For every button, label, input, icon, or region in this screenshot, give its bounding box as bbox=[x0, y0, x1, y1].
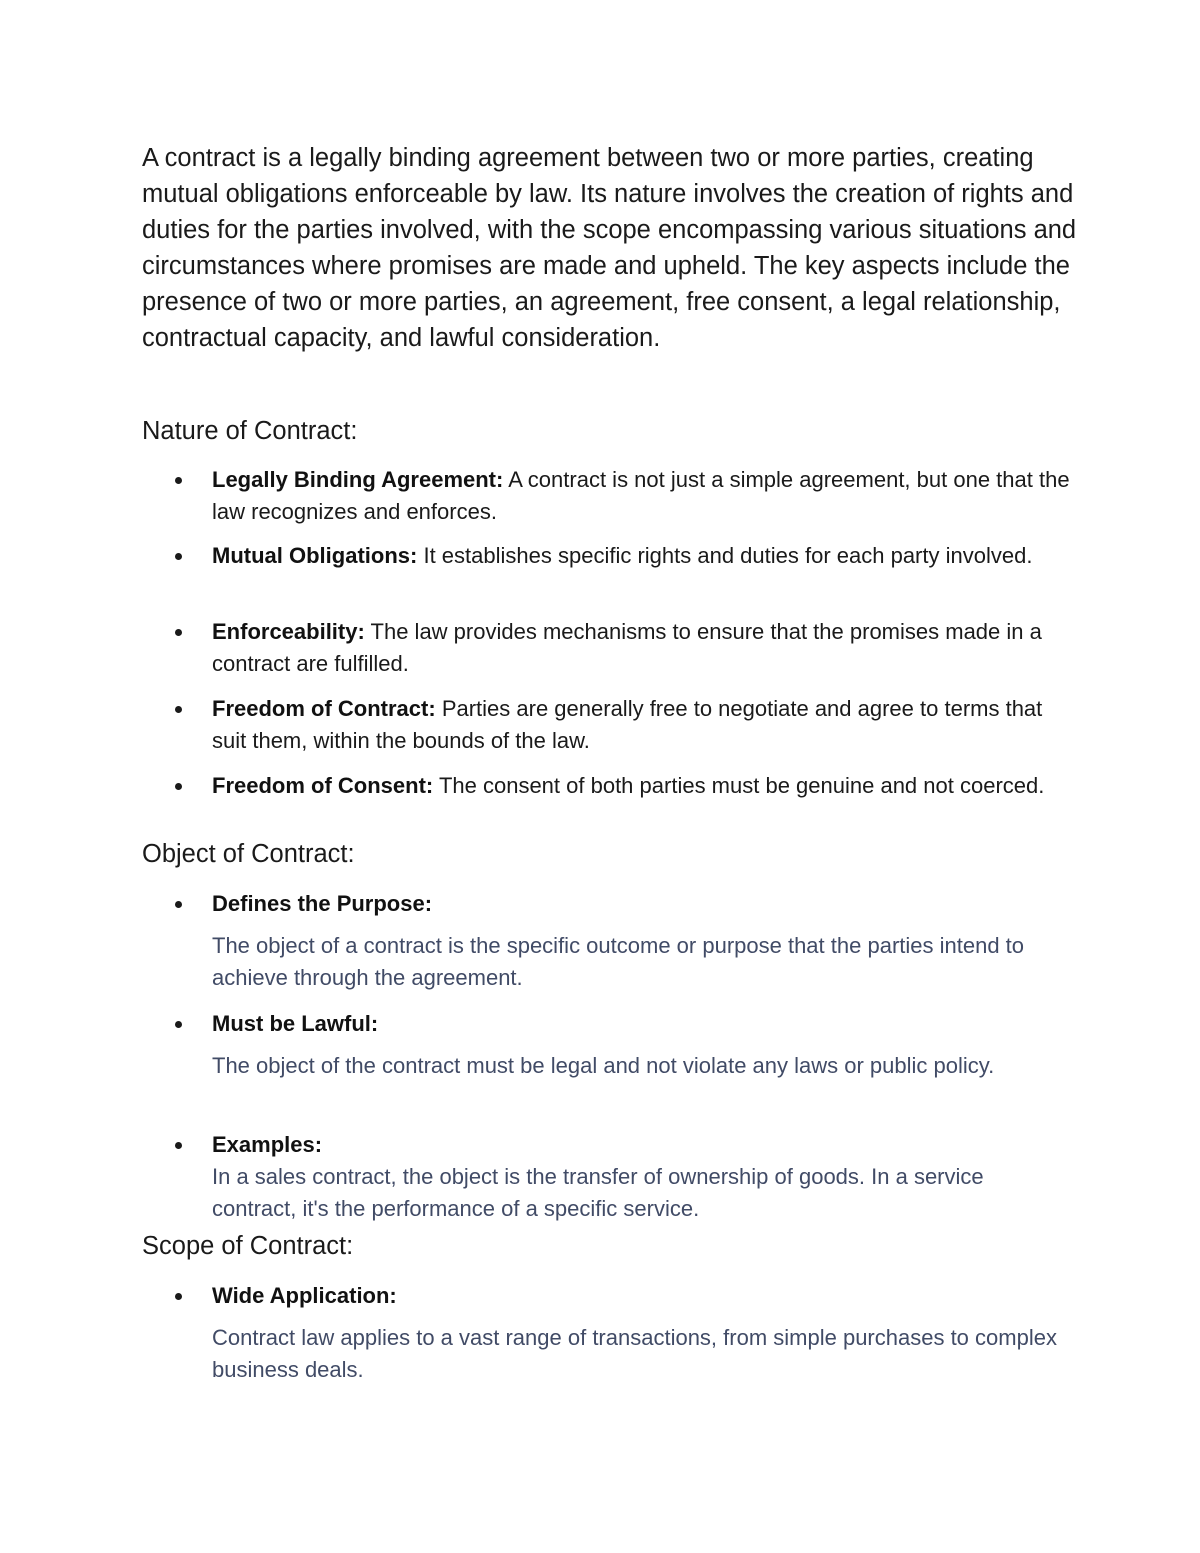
scope-heading: Scope of Contract: bbox=[142, 1232, 354, 1260]
item-desc: The object of a contract is the specific outcome or purpose that the parties intend to achieve through the agreement. bbox=[212, 933, 1025, 990]
item-term: Freedom of Contract: bbox=[212, 696, 436, 721]
list-item bbox=[212, 1280, 1072, 1386]
item-desc: The object of the contract must be legal and not violate any laws or public policy. bbox=[212, 1053, 995, 1078]
bullet-icon bbox=[175, 1293, 182, 1300]
object-heading: Object of Contract: bbox=[142, 840, 355, 868]
item-term: Must be Lawful: bbox=[212, 1011, 379, 1036]
list-item bbox=[212, 616, 1072, 680]
item-desc: It establishes specific rights and duties for each party involved. bbox=[423, 543, 1033, 568]
bullet-icon bbox=[175, 706, 182, 713]
bullet-icon bbox=[175, 477, 182, 484]
list-item bbox=[212, 1008, 1072, 1082]
bullet-icon bbox=[175, 783, 182, 790]
list-item bbox=[212, 464, 1072, 528]
item-term: Freedom of Consent: bbox=[212, 773, 434, 798]
nature-heading: Nature of Contract: bbox=[142, 417, 358, 445]
bullet-icon bbox=[175, 1021, 182, 1028]
item-desc: Parties are generally free to negotiate and agree to terms that suit them, within the bounds of the law. bbox=[212, 696, 1043, 753]
list-item bbox=[212, 1129, 1072, 1225]
list-item bbox=[212, 540, 1072, 572]
item-desc: The consent of both parties must be genuine and not coerced. bbox=[438, 773, 1045, 798]
list-item bbox=[212, 888, 1072, 994]
list-item bbox=[212, 693, 1072, 757]
item-term: Wide Application: bbox=[212, 1283, 397, 1308]
list-item bbox=[212, 770, 1072, 802]
item-desc: The law provides mechanisms to ensure that the promises made in a contract are fulfilled. bbox=[212, 619, 1042, 676]
bullet-icon bbox=[175, 553, 182, 560]
item-desc: Contract law applies to a vast range of transactions, from simple purchases to complex business deals. bbox=[212, 1325, 1057, 1382]
intro-paragraph: A contract is a legally binding agreement between two or more parties, creating mutual obligations enforceable by law. Its nature involves the creation of rights and duties for the parties involved, with the scope encompassing various situations and circumstances where promises are made and upheld. The key aspects include the presence of two or more parties, an agreement, free consent, a legal relationship, contractual capacity, and lawful consideration. bbox=[142, 144, 1077, 352]
item-desc: A contract is not just a simple agreement, but one that the law recognizes and enforces. bbox=[212, 467, 1070, 524]
item-term: Enforceability: bbox=[212, 619, 365, 644]
bullet-icon bbox=[175, 1142, 182, 1149]
item-term: Examples: bbox=[212, 1132, 323, 1157]
item-term: Legally Binding Agreement: bbox=[212, 467, 504, 492]
item-term: Defines the Purpose: bbox=[212, 891, 433, 916]
bullet-icon bbox=[175, 901, 182, 908]
item-term: Mutual Obligations: bbox=[212, 543, 418, 568]
item-desc: In a sales contract, the object is the transfer of ownership of goods. In a service contract, it's the performance of a specific service. bbox=[212, 1164, 984, 1221]
bullet-icon bbox=[175, 629, 182, 636]
